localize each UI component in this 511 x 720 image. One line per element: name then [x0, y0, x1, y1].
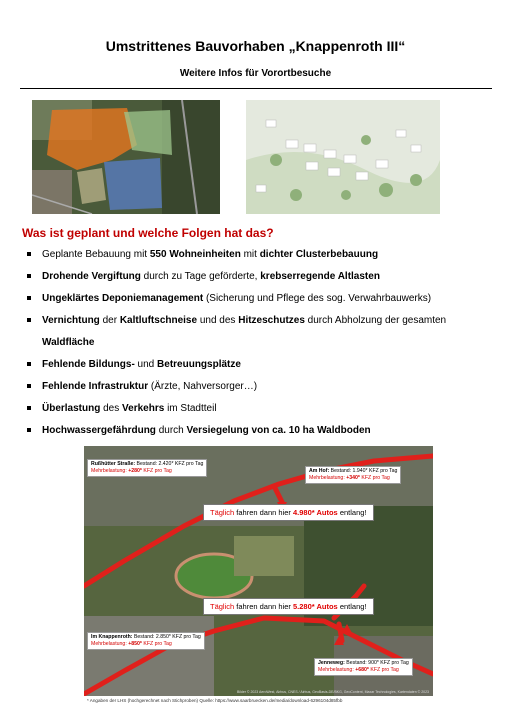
road-box-knappenroth: [87, 632, 205, 650]
aerial-site-image: [32, 100, 220, 214]
mehr-label: Mehrbelastung:: [91, 468, 129, 474]
traffic-map: [84, 446, 433, 696]
mehr-value: +850*: [128, 641, 142, 647]
bullet-item: [24, 420, 494, 442]
development-rendering-image: [246, 100, 440, 214]
bullet-text: Fehlende Infrastruktur: [42, 381, 149, 392]
callout-value: 4.980* Autos: [292, 508, 338, 517]
road-name: Im Knappenroth:: [91, 634, 133, 640]
bullet-item: [24, 244, 494, 266]
bullet-text: (Sicherung und Pflege des sog. Verwahrbauwerks): [203, 293, 432, 304]
bullet-item: [24, 288, 494, 310]
traffic-callout-1: [203, 504, 374, 521]
page-subtitle: Weitere Infos für Vorortbesuche: [179, 68, 332, 79]
bullet-text: Hochwassergefährdung: [42, 425, 156, 436]
road-box-jenneweg: [314, 658, 413, 676]
mehr-unit: KFZ pro Tag: [141, 468, 172, 474]
bullet-text: im Stadtteil: [164, 403, 217, 414]
mehr-label: Mehrbelastung:: [309, 475, 347, 481]
bullet-text: mit: [240, 249, 260, 260]
mehr-unit: KFZ pro Tag: [141, 641, 172, 647]
callout-text: fahren dann hier: [234, 508, 293, 517]
section-heading: Was ist geplant und welche Folgen hat das?: [22, 226, 274, 240]
bullet-text: und des: [197, 315, 239, 326]
bullet-text: durch zu Tage geförderte,: [140, 271, 261, 282]
bullet-text: Ungeklärtes Deponiemanagement: [42, 293, 204, 304]
bullet-text: Fehlende Bildungs-: [42, 359, 135, 370]
bullet-text: der: [99, 315, 120, 326]
bullet-text: Kaltluftschneise: [119, 315, 198, 326]
bullet-item: [24, 310, 494, 354]
bullet-item: [24, 266, 494, 288]
callout-daily: Täglich: [210, 508, 235, 517]
bullet-item: [24, 354, 494, 376]
bullet-text: Verkehrs: [122, 403, 165, 414]
callout-suffix: entlang!: [337, 602, 367, 611]
bullet-item: [24, 376, 494, 398]
bullet-text: Versiegelung von ca. 10 ha Waldboden: [186, 425, 371, 436]
road-box-amhof: [305, 466, 401, 484]
bullet-text: durch: [155, 425, 187, 436]
bullet-text: krebserregende Altlasten: [260, 271, 380, 282]
bullet-text: Überlastung: [42, 403, 101, 414]
source-footnote: * Angaben der LHS (hochgerechnet nach Stichproben) Quelle: https://www.saarbruecken.de/media/download-6296104d85fbb: [87, 698, 343, 703]
callout-daily: Täglich: [210, 602, 235, 611]
title-divider: [20, 88, 492, 89]
impact-bullet-list: [24, 244, 494, 442]
bullet-text: Geplante Bebauung mit: [42, 249, 150, 260]
mehr-unit: KFZ pro Tag: [368, 667, 399, 673]
mehr-unit: KFZ pro Tag: [359, 475, 390, 481]
callout-value: 5.280* Autos: [292, 602, 338, 611]
bullet-text: durch Abholzung der gesamten: [304, 315, 447, 326]
bullet-text: und: [134, 359, 158, 370]
road-bestand: Bestand: 2.850* KFZ pro Tag: [133, 634, 201, 640]
bullet-text: (Ärzte, Nahversorger…): [148, 381, 258, 392]
road-bestand: Bestand: 2.420* KFZ pro Tag: [136, 461, 204, 467]
bullet-text: 550 Wohneinheiten: [149, 249, 241, 260]
bullet-text: Betreuungsplätze: [157, 359, 241, 370]
road-box-russhuetter: [87, 459, 207, 477]
road-bestand: Bestand: 1.940* KFZ pro Tag: [330, 468, 398, 474]
bullet-text: Drohende Vergiftung: [42, 271, 141, 282]
road-name: Rußhütter Straße:: [91, 461, 136, 467]
bullet-text: des: [100, 403, 123, 414]
callout-suffix: entlang!: [337, 508, 367, 517]
mehr-value: +680*: [355, 667, 369, 673]
bullet-text: Waldfläche: [42, 337, 95, 348]
mehr-value: +340*: [346, 475, 360, 481]
traffic-callout-2: [203, 598, 374, 615]
road-name: Am Hof:: [309, 468, 330, 474]
bullet-text: Hitzeschutzes: [238, 315, 305, 326]
bullet-item: [24, 398, 494, 420]
page-title: Umstrittenes Bauvorhaben „Knappenroth III“: [105, 38, 406, 54]
mehr-label: Mehrbelastung:: [91, 641, 129, 647]
callout-text: fahren dann hier: [234, 602, 293, 611]
road-bestand: Bestand: 900* KFZ pro Tag: [346, 660, 409, 666]
mehr-value: +280*: [128, 468, 142, 474]
bullet-text: Vernichtung: [42, 315, 100, 326]
mehr-label: Mehrbelastung:: [318, 667, 356, 673]
road-name: Jenneweg:: [318, 660, 345, 666]
bullet-text: dichter Clusterbebauung: [259, 249, 379, 260]
map-credit: Bilder © 2023 AeroWest, Airbus, CNES / Airbus, GeoBasis-DE/BKG, GeoContent, Maxar Technologies, Kartendaten © 2023: [237, 690, 429, 694]
